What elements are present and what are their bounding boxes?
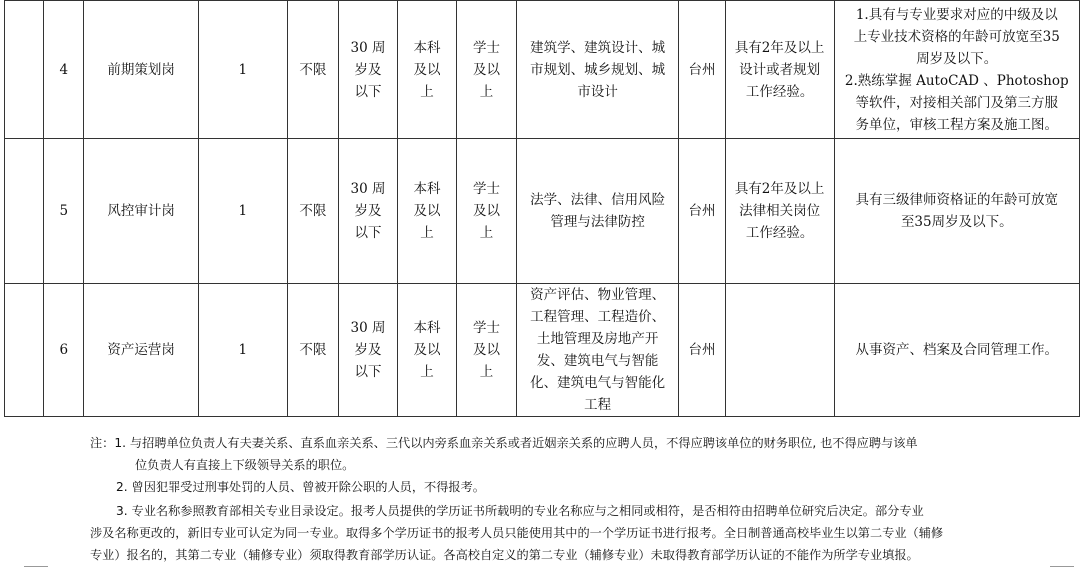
experience-requirement (725, 284, 834, 417)
experience-line: 法律相关岗位 (739, 203, 821, 219)
experience-line: 具有2年及以上 (734, 39, 825, 56)
table-body (5, 1, 1080, 417)
recruitment-table (4, 0, 1080, 417)
row-number: 4 (44, 1, 84, 139)
age-line: 30 周 (350, 320, 386, 336)
education-line: 及以 (413, 203, 441, 219)
remarks (834, 139, 1079, 284)
row-left-margin-cell (5, 139, 44, 284)
remark-line: 务单位，审核工程方案及施工图。 (855, 116, 1059, 133)
education-line: 及以 (413, 342, 441, 358)
crop-mark-left (24, 566, 48, 567)
row-number: 6 (44, 284, 84, 417)
degree-requirement (457, 1, 517, 139)
remark-line: 至35周岁及以下。 (900, 214, 1013, 230)
work-location: 台州 (679, 139, 725, 284)
major-requirement (516, 284, 678, 417)
experience-line: 工作经验。 (745, 225, 814, 241)
age-line: 岁及 (354, 61, 382, 78)
remarks (834, 284, 1079, 417)
major-line: 土地管理及房地产开 (536, 331, 659, 347)
age-line: 岁及 (354, 203, 382, 219)
major-requirement (516, 1, 678, 139)
table-row (5, 1, 1080, 139)
position-name: 资产运营岗 (84, 284, 198, 417)
major-line: 市规划、城乡规划、城 (530, 61, 666, 78)
work-location: 台州 (679, 284, 725, 417)
age-line: 岁及 (354, 342, 382, 358)
note-1-line-1: 注：1. 与招聘单位负责人有夫妻关系、直系血亲关系、三代以内旁系血亲关系或者近姻亲关系的应聘人员，不得应聘该单位的财务职位, 也不得应聘与该单 (90, 436, 918, 450)
table-row (5, 139, 1080, 284)
age-requirement (339, 139, 398, 284)
position-name: 前期策划岗 (84, 1, 198, 139)
row-left-margin-cell (5, 1, 44, 139)
degree-requirement (457, 139, 517, 284)
major-line: 工程管理、工程造价、 (530, 309, 666, 325)
experience-line: 设计或者规划 (739, 61, 821, 78)
headcount: 1 (198, 1, 287, 139)
education-line: 本科 (413, 181, 441, 197)
education-line: 本科 (413, 39, 441, 56)
major-line: 建筑学、建筑设计、城 (530, 39, 666, 56)
experience-requirement (725, 1, 834, 139)
position-name: 风控审计岗 (84, 139, 198, 284)
remark-line: 上专业技术资格的年龄可放宽至35 (853, 28, 1060, 45)
experience-line: 具有2年及以上 (734, 181, 825, 197)
remark-line: 周岁及以下。 (916, 50, 998, 67)
age-line: 以下 (354, 225, 382, 241)
major-line: 工程 (584, 397, 612, 413)
degree-line: 学士 (472, 39, 500, 56)
major-line: 发、建筑电气与智能 (536, 353, 659, 369)
remark-line: 2.熟练掌握 AutoCAD 、Photoshop (844, 72, 1069, 89)
remark-line: 等软件，对接相关部门及第三方服 (855, 94, 1059, 111)
major-line: 市设计 (577, 83, 618, 100)
age-requirement (339, 1, 398, 139)
note-1-line-2: 位负责人有直接上下级领导关系的职位。 (135, 458, 355, 472)
major-line: 法学、法律、信用风险 (530, 192, 666, 208)
headcount: 1 (198, 284, 287, 417)
education-line: 上 (420, 364, 434, 380)
education-line: 上 (420, 83, 434, 100)
education-requirement (398, 139, 457, 284)
education-line: 本科 (413, 320, 441, 336)
degree-line: 上 (479, 225, 494, 241)
note-3-line-3: 专业）报名的，其第二专业（辅修专业）须取得教育部学历认证。各高校自定义的第二专业（辅修专业）未取得教育部学历认证的不能作为所学专业填报。 (90, 548, 919, 562)
degree-line: 学士 (472, 181, 500, 197)
experience-requirement (725, 139, 834, 284)
degree-line: 学士 (472, 320, 500, 336)
age-requirement (339, 284, 398, 417)
row-left-margin-cell (5, 284, 44, 417)
crop-mark-right (1050, 566, 1074, 567)
gender-requirement: 不限 (287, 139, 338, 284)
note-3-line-1: 3. 专业名称参照教育部相关专业目录设定。报考人员提供的学历证书所载明的专业名称应与之相同或相符，是否相符由招聘单位研究后决定。部分专业 (116, 504, 924, 518)
gender-requirement: 不限 (287, 284, 338, 417)
age-line: 30 周 (350, 39, 386, 56)
remarks (834, 1, 1079, 139)
degree-line: 上 (479, 83, 494, 100)
remark-line: 从事资产、档案及合同管理工作。 (855, 342, 1059, 358)
table-row (5, 284, 1080, 417)
age-line: 以下 (354, 364, 382, 380)
gender-requirement: 不限 (287, 1, 338, 139)
remark-line: 1.具有与专业要求对应的中级及以 (855, 6, 1058, 23)
experience-line: 工作经验。 (745, 83, 814, 100)
degree-requirement (457, 284, 517, 417)
work-location: 台州 (679, 1, 725, 139)
degree-line: 及以 (472, 203, 500, 219)
major-line: 资产评估、物业管理、 (530, 287, 666, 303)
degree-line: 上 (479, 364, 494, 380)
education-line: 上 (420, 225, 434, 241)
remark-line: 具有三级律师资格证的年龄可放宽 (855, 192, 1059, 208)
age-line: 30 周 (350, 181, 386, 197)
note-3-line-2: 涉及名称更改的，新旧专业可认定为同一专业。取得多个学历证书的报考人员只能使用其中的一个学历证书进行报考。全日制普通高校毕业生以第二专业（辅修 (90, 526, 944, 540)
major-line: 管理与法律防控 (550, 214, 645, 230)
row-number: 5 (44, 139, 84, 284)
headcount: 1 (198, 139, 287, 284)
degree-line: 及以 (472, 342, 500, 358)
education-line: 及以 (413, 61, 441, 78)
age-line: 以下 (354, 83, 382, 100)
major-line: 化、建筑电气与智能化 (530, 375, 666, 391)
note-2: 2. 曾因犯罪受过刑事处罚的人员、曾被开除公职的人员，不得报考。 (116, 480, 485, 494)
education-requirement (398, 1, 457, 139)
degree-line: 及以 (472, 61, 500, 78)
major-requirement (516, 139, 678, 284)
education-requirement (398, 284, 457, 417)
